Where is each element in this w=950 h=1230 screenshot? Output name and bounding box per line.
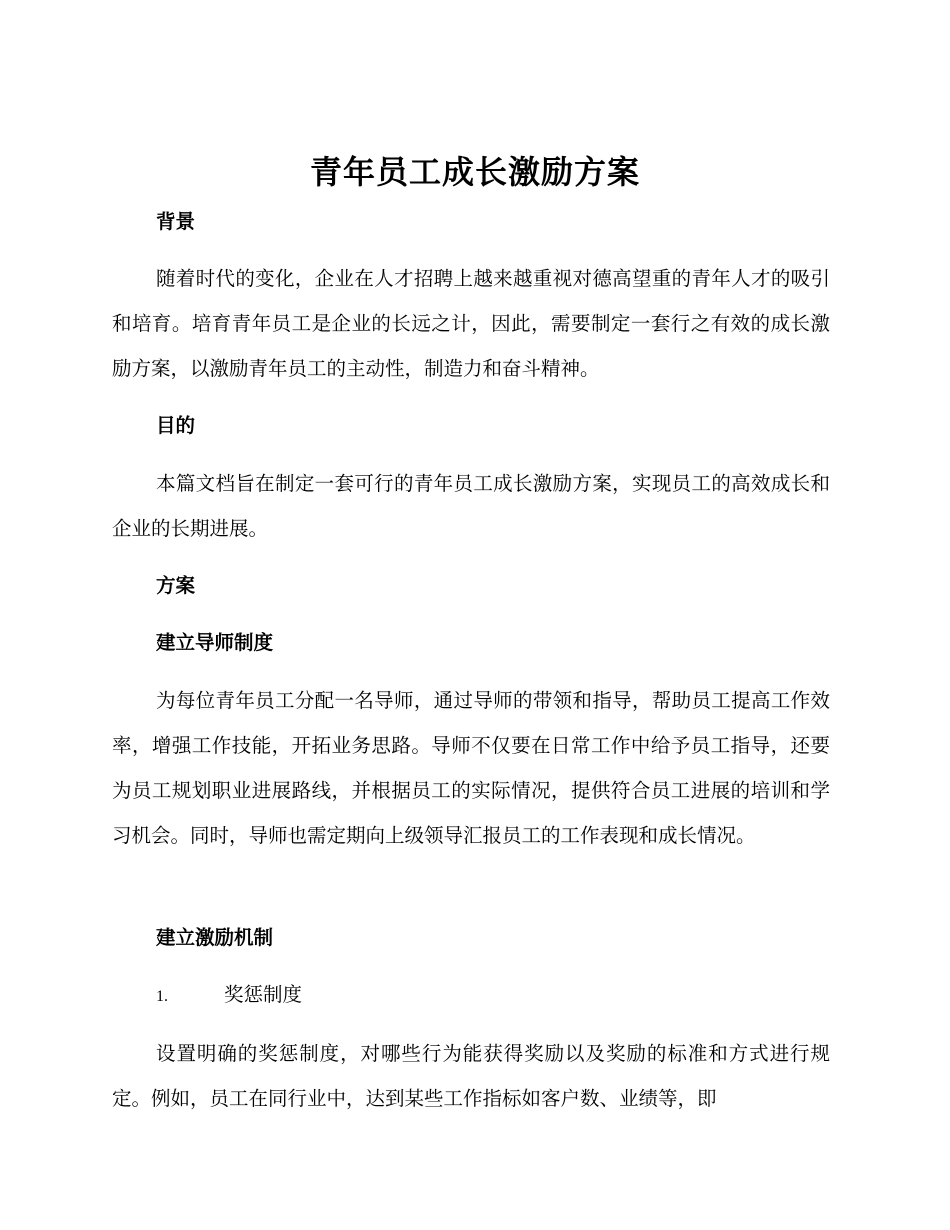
heading-purpose: 目的 [156, 414, 196, 437]
list-item-number: 1. [156, 988, 168, 1005]
heading-background: 背景 [156, 210, 196, 233]
list-item-reward-punishment [156, 981, 302, 1011]
paragraph-mentor-system: 为每位青年员工分配一名导师，通过导师的带领和指导，帮助员工提高工作效率，增强工作技能，开拓业务思路。导师不仅要在日常工作中给予员工指导，还要为员工规划职业进展路线，并根据员工的实际情况，提供符合员工进展的培训和学习机会。同时，导师也需定期向上级领导汇报员工的工作表现和成长情况。 [112, 689, 830, 847]
paragraph-reward-punishment: 设置明确的奖惩制度，对哪些行为能获得奖励以及奖励的标准和方式进行规定。例如，员工在同行业中，达到某些工作指标如客户数、业绩等，即 [112, 1042, 830, 1110]
list-item-label: 奖惩制度 [224, 983, 303, 1006]
document-title: 青年员工成长激励方案 [309, 153, 640, 191]
heading-mentor-system: 建立导师制度 [156, 631, 274, 654]
heading-incentive-mechanism: 建立激励机制 [156, 926, 274, 949]
paragraph-purpose: 本篇文档旨在制定一套可行的青年员工成长激励方案，实现员工的高效成长和企业的长期进展。 [112, 472, 830, 540]
paragraph-background: 随着时代的变化，企业在人才招聘上越来越重视对德高望重的青年人才的吸引和培育。培育青年员工是企业的长远之计，因此，需要制定一套行之有效的成长激励方案，以激励青年员工的主动性，制造力和奋斗精神。 [112, 267, 830, 380]
heading-plan: 方案 [156, 574, 196, 597]
